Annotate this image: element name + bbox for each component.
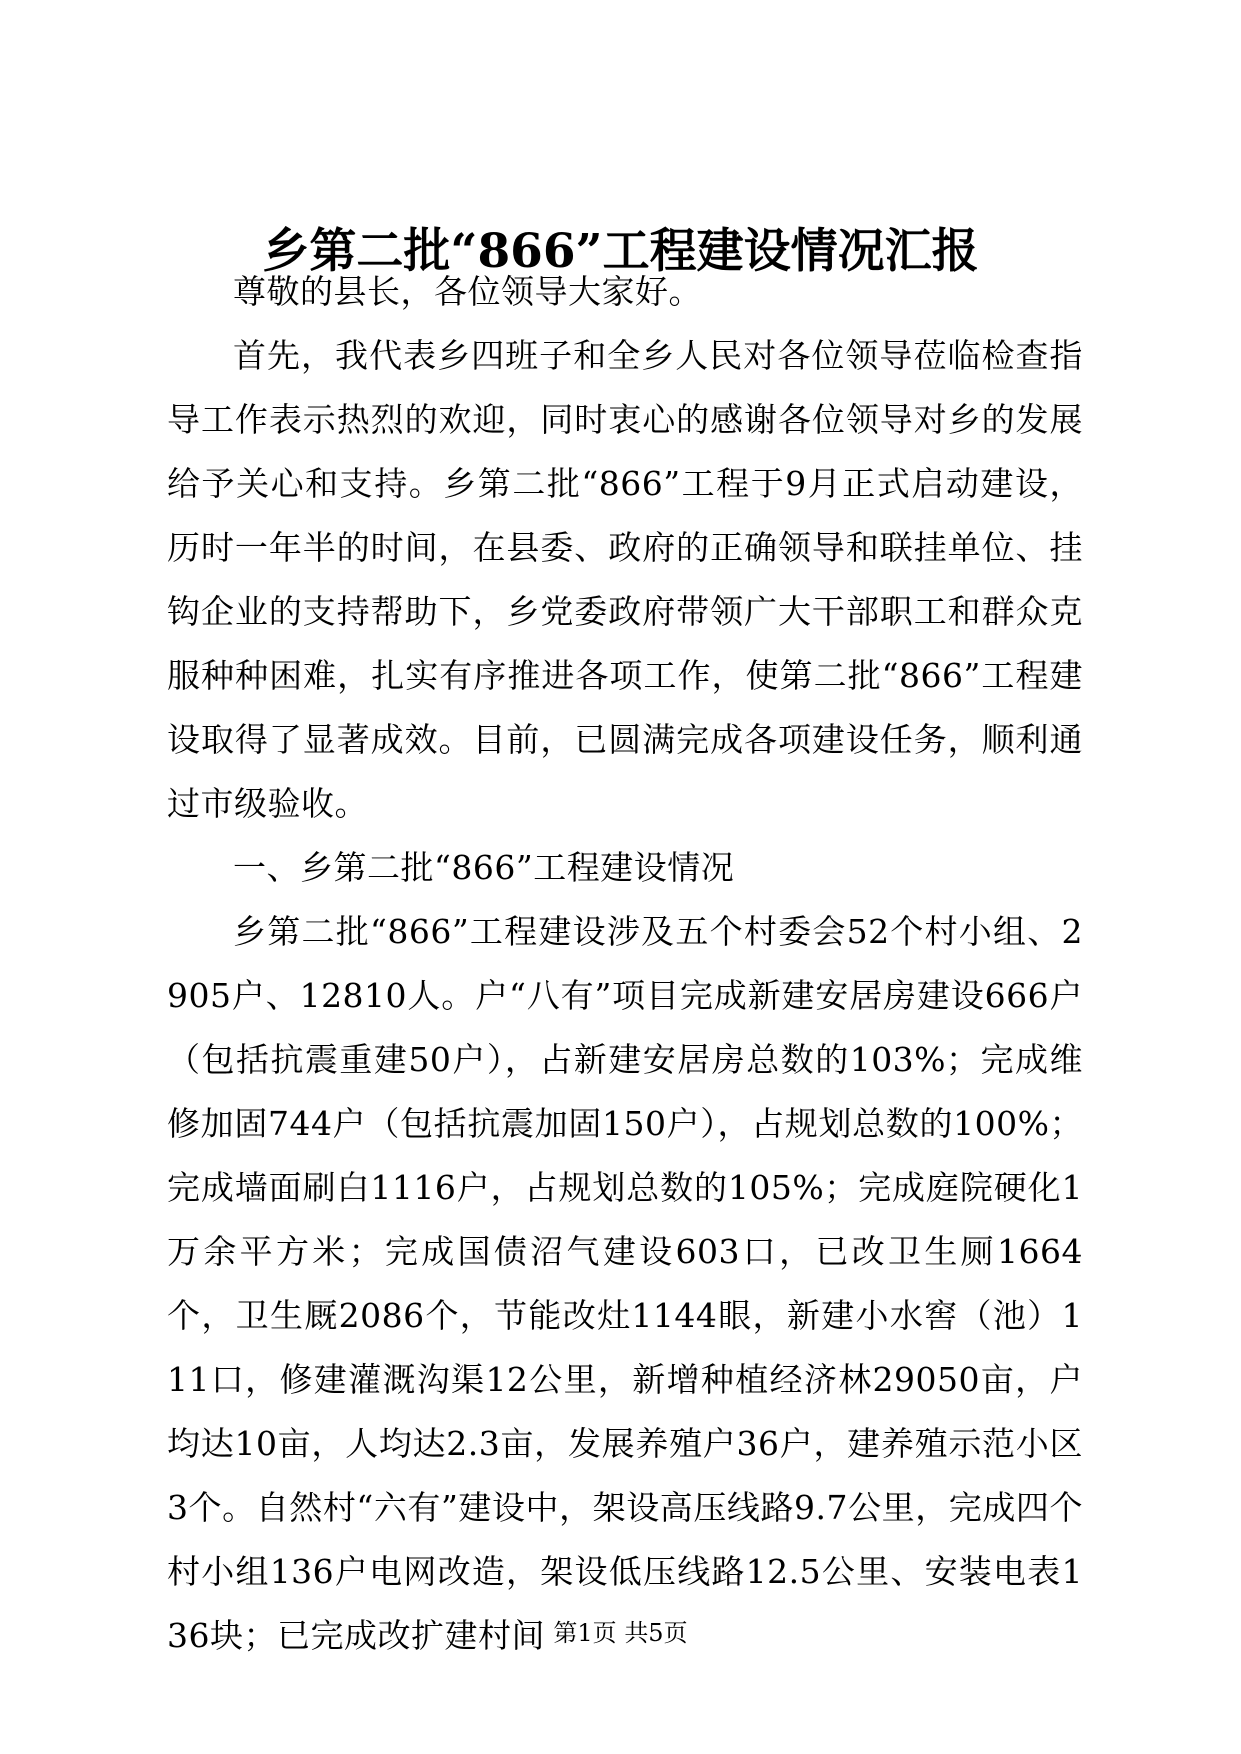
paragraph-details: 乡第二批“866”工程建设涉及五个村委会52个村小组、2905户、12810人。户“八有”项目完成新建安居房建设666户（包括抗震重建50户），占新建安居房总数的103%；完成维修加固744户（包括抗震加固150户），占规划总数的100%；完成墙面刷白1116户，占规划总数的105%；完成庭院硬化1万余平方米；完成国债沼气建设603口，已改卫生厕1664个，卫生厩2086个，节能改灶1144眼，新建小水窖（池）111口，修建灌溉沟渠12公里，新增种植经济林29050亩，户均达10亩，人均达2.3亩，发展养殖户36户，建养殖示范小区3个。自然村“六有”建设中，架设高压线路9.7公里，完成四个村小组136户电网改造，架设低压线路12.5公里、安装电表136块；已完成改扩建村间 <box>167 912 1083 1655</box>
paragraph-greeting: 尊敬的县长，各位领导大家好。 <box>233 272 702 311</box>
document-title: 乡第二批“866”工程建设情况汇报 <box>262 224 979 279</box>
section-heading: 一、乡第二批“866”工程建设情况 <box>233 848 735 887</box>
page-number: 第1页 <box>553 1619 617 1647</box>
page-total: 共5页 <box>624 1619 688 1647</box>
page-footer <box>0 1618 1241 1648</box>
paragraph-introduction: 首先，我代表乡四班子和全乡人民对各位领导莅临检查指导工作表示热烈的欢迎，同时衷心的感谢各位领导对乡的发展给予关心和支持。乡第二批“866”工程于9月正式启动建设，历时一年半的时间，在县委、政府的正确领导和联挂单位、挂钩企业的支持帮助下，乡党委政府带领广大干部职工和群众克服种种困难，扎实有序推进各项工作，使第二批“866”工程建设取得了显著成效。目前，已圆满完成各项建设任务，顺利通过市级验收。 <box>167 336 1083 823</box>
document-body <box>167 260 1083 1668</box>
